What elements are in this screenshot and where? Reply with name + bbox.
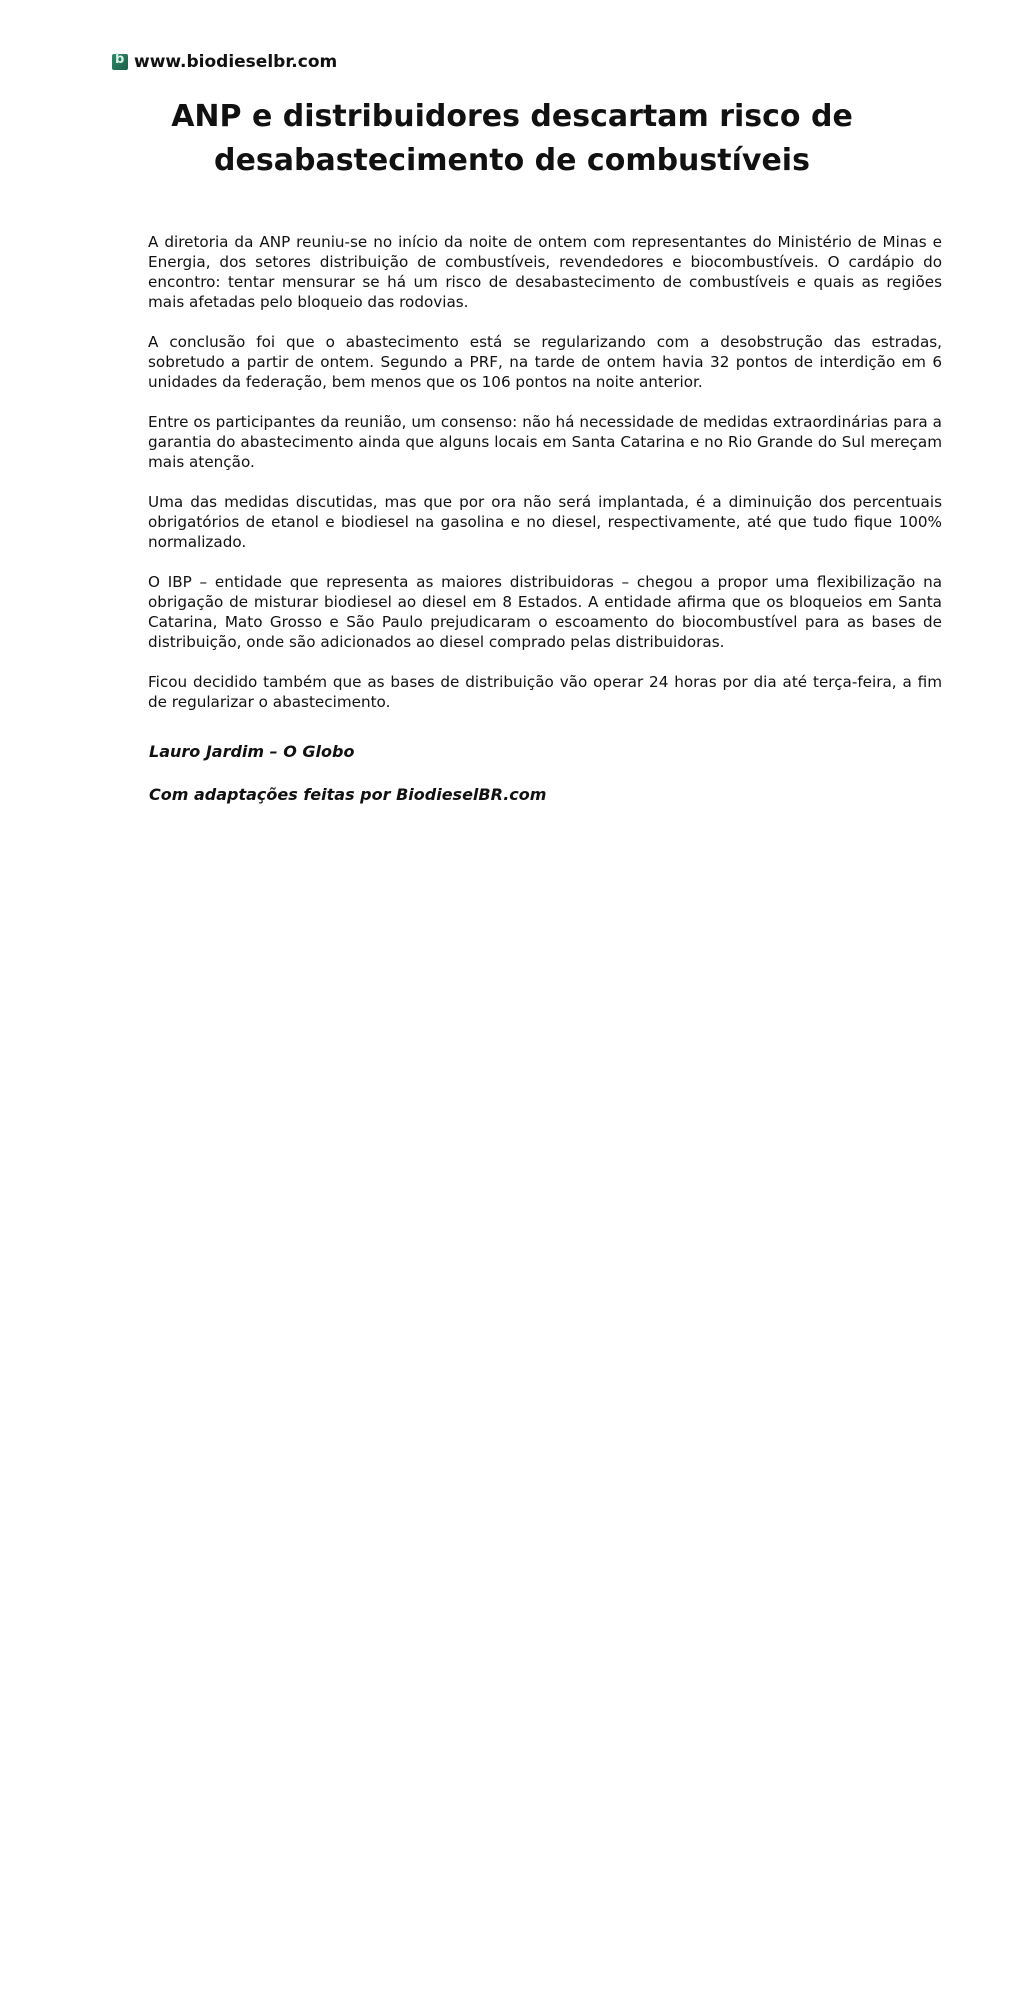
site-header: [112, 52, 337, 72]
site-url[interactable]: www.biodieselbr.com: [134, 52, 338, 72]
adaptation-note: Com adaptações feitas por BiodieselBR.com: [149, 785, 547, 804]
biodieselbr-logo-icon: [112, 54, 128, 70]
article-paragraph: A conclusão foi que o abastecimento está se regularizando com a desobstrução das estradas, sobretudo a partir de ontem. Segundo a PRF, na tarde de ontem havia 32 pontos de interdição em 6 unidades da federação, bem menos que os 106 pontos na noite anterior.: [148, 333, 942, 391]
article-paragraph: Ficou decidido também que as bases de distribuição vão operar 24 horas por dia até terça-feira, a fim de regularizar o abastecimento.: [148, 673, 942, 711]
article-paragraph: Entre os participantes da reunião, um consenso: não há necessidade de medidas extraordinárias para a garantia do abastecimento ainda que alguns locais em Santa Catarina e no Rio Grande do Sul mereçam mais atenção.: [148, 413, 942, 471]
article-title: ANP e distribuidores descartam risco de desabastecimento de combustíveis: [171, 99, 853, 178]
article-credits: [149, 741, 943, 806]
article-byline: Lauro Jardim – O Globo: [149, 742, 355, 761]
article-paragraph: A diretoria da ANP reuniu-se no início da noite de ontem com representantes do Ministério de Minas e Energia, dos setores distribuição de combustíveis, revendedores e biocombustíveis. O cardápio do encontro: tentar mensurar se há um risco de desabastecimento de combustíveis e quais as regiões mais afetadas pelo bloqueio das rodovias.: [148, 233, 942, 311]
article-paragraph: Uma das medidas discutidas, mas que por ora não será implantada, é a diminuição dos percentuais obrigatórios de etanol e biodiesel na gasolina e no diesel, respectivamente, até que tudo fique 100% normalizado.: [148, 493, 942, 551]
article-paragraph: O IBP – entidade que representa as maiores distribuidoras – chegou a propor uma flexibilização na obrigação de misturar biodiesel ao diesel em 8 Estados. A entidade afirma que os bloqueios em Santa Catarina, Mato Grosso e São Paulo prejudicaram o escoamento do biocombustível para as bases de distribuição, onde são adicionados ao diesel comprado pelas distribuidoras.: [148, 573, 942, 651]
article-body: [148, 232, 942, 712]
